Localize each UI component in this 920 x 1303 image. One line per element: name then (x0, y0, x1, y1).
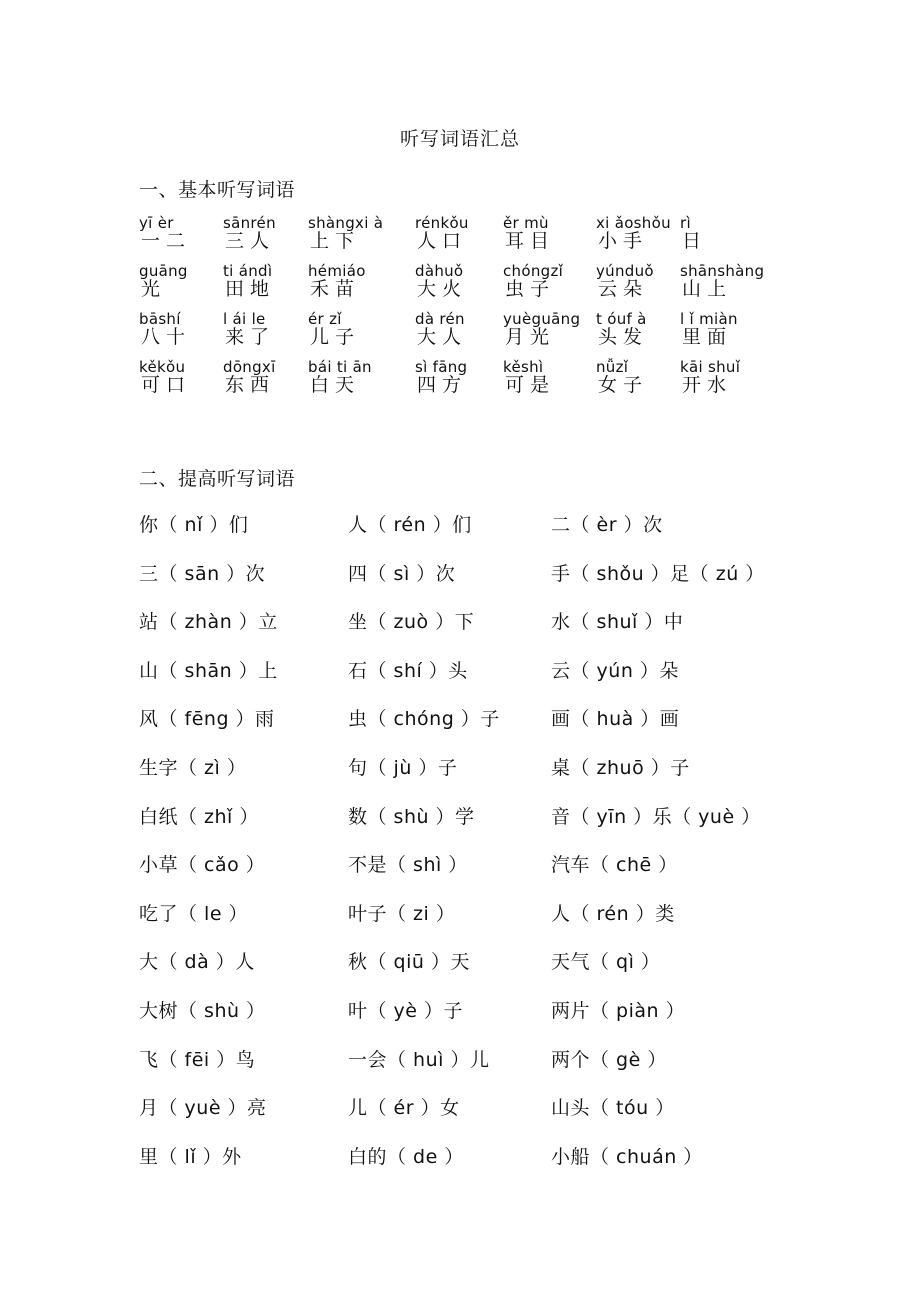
fill-in-item: 石（ shí ）头 (348, 659, 468, 682)
fill-in-row (139, 1093, 799, 1142)
hanzi-text: 耳目 (505, 230, 556, 252)
fill-in-item: 站（ zhàn ）立 (139, 611, 278, 634)
hanzi-text: 来了 (225, 326, 276, 348)
fill-in-row (139, 899, 799, 948)
hanzi-text: 八十 (141, 326, 192, 348)
hanzi-text: 头发 (598, 326, 649, 348)
fill-in-item: 白纸（ zhǐ ） (139, 805, 259, 828)
fill-in-item: 坐（ zuò ）下 (348, 611, 475, 634)
pinyin-text: ti ándì (223, 262, 273, 280)
word-entry (503, 215, 603, 252)
pinyin-text: hémiáo (308, 262, 366, 280)
pinyin-text: l ǐ miàn (680, 310, 738, 328)
pinyin-text: t óuf à (596, 310, 647, 328)
fill-in-item: 山（ shān ）上 (139, 659, 278, 682)
hanzi-text: 里面 (682, 326, 733, 348)
pinyin-text: guāng (139, 262, 188, 280)
hanzi-text: 儿子 (310, 326, 361, 348)
fill-in-item: 桌（ zhuō ）子 (551, 756, 690, 779)
word-entry (680, 359, 780, 396)
fill-in-row (139, 1045, 799, 1094)
pinyin-text: dàhuǒ (415, 262, 464, 280)
hanzi-text: 大人 (417, 326, 468, 348)
fill-in-row (139, 656, 799, 705)
fill-in-item: 不是（ shì ） (348, 854, 468, 877)
pinyin-text: kěkǒu (139, 358, 186, 376)
fill-in-row (139, 996, 799, 1045)
fill-in-item: 里（ lǐ ）外 (139, 1145, 242, 1168)
fill-in-item: 山头（ tóu ） (551, 1097, 675, 1120)
fill-in-item: 秋（ qiū ）天 (348, 951, 470, 974)
pinyin-text: yī èr (139, 214, 174, 232)
pinyin-text: nǚzǐ (596, 358, 629, 376)
word-row (139, 311, 799, 359)
hanzi-text: 可是 (505, 374, 556, 396)
fill-in-item: 虫（ chóng ）子 (348, 708, 500, 731)
pinyin-text: yuèguāng (503, 310, 581, 328)
fill-in-item: 飞（ fēi ）鸟 (139, 1048, 256, 1071)
fill-in-item: 一会（ huì ）儿 (348, 1048, 490, 1071)
hanzi-text: 云朵 (598, 278, 649, 300)
fill-in-item: 吃了（ le ） (139, 902, 249, 925)
fill-in-item: 叶（ yè ）子 (348, 999, 464, 1022)
pinyin-text: dà rén (415, 310, 465, 328)
fill-in-item: 数（ shù ）学 (348, 805, 475, 828)
hanzi-text: 月光 (505, 326, 556, 348)
fill-in-item: 水（ shuǐ ）中 (551, 611, 684, 634)
basic-word-grid (139, 215, 799, 407)
pinyin-text: ér zǐ (308, 310, 342, 328)
fill-in-row (139, 753, 799, 802)
section-heading-advanced: 二、提高听写词语 (139, 468, 296, 490)
fill-in-item: 汽车（ chē ） (551, 854, 678, 877)
word-entry (503, 263, 603, 300)
fill-in-item: 三（ sān ）次 (139, 562, 266, 585)
hanzi-text: 田地 (225, 278, 276, 300)
pinyin-text: rì (680, 214, 691, 232)
pinyin-text: dōngxī (223, 358, 276, 376)
fill-in-item: 白的（ de ） (348, 1145, 464, 1168)
word-row (139, 263, 799, 311)
fill-in-item: 两个（ gè ） (551, 1048, 667, 1071)
hanzi-text: 可口 (141, 374, 192, 396)
fill-in-row (139, 947, 799, 996)
pinyin-text: xi ǎoshǒu (596, 214, 671, 232)
hanzi-text: 白天 (310, 374, 361, 396)
section-heading-basic: 一、基本听写词语 (139, 179, 296, 201)
pinyin-text: yúnduǒ (596, 262, 654, 280)
word-entry (308, 263, 408, 300)
pinyin-text: ěr mù (503, 214, 549, 232)
word-entry (680, 263, 780, 300)
fill-in-item: 月（ yuè ）亮 (139, 1097, 267, 1120)
fill-in-item: 风（ fēng ）雨 (139, 708, 275, 731)
fill-in-list (139, 510, 799, 1190)
fill-in-item: 四（ sì ）次 (348, 562, 456, 585)
fill-in-row (139, 850, 799, 899)
word-entry (308, 311, 408, 348)
word-entry (415, 215, 515, 252)
fill-in-row (139, 559, 799, 608)
pinyin-text: kěshì (503, 358, 544, 376)
fill-in-item: 句（ jù ）子 (348, 756, 458, 779)
fill-in-item: 二（ èr ）次 (551, 514, 663, 536)
fill-in-item: 儿（ ér ）女 (348, 1097, 460, 1120)
hanzi-text: 山上 (682, 278, 733, 300)
word-row (139, 359, 799, 407)
hanzi-text: 光 (141, 278, 167, 300)
pinyin-text: sānrén (223, 214, 276, 232)
hanzi-text: 人口 (417, 230, 468, 252)
hanzi-text: 开水 (682, 374, 733, 396)
hanzi-text: 一二 (141, 230, 192, 252)
fill-in-item: 你（ nǐ ）们 (139, 514, 249, 536)
fill-in-row (139, 704, 799, 753)
pinyin-text: kāi shuǐ (680, 358, 741, 376)
pinyin-text: bái ti ān (308, 358, 372, 376)
fill-in-item: 小船（ chuán ） (551, 1145, 703, 1168)
word-entry (308, 215, 408, 252)
hanzi-text: 上下 (310, 230, 361, 252)
hanzi-text: 东西 (225, 374, 276, 396)
hanzi-text: 三人 (225, 230, 276, 252)
hanzi-text: 女子 (598, 374, 649, 396)
fill-in-row (139, 1142, 799, 1191)
fill-in-item: 音（ yīn ）乐（ yuè ） (551, 805, 761, 828)
fill-in-item: 大树（ shù ） (139, 999, 266, 1022)
pinyin-text: rénkǒu (415, 214, 469, 232)
fill-in-item: 生字（ zì ） (139, 756, 247, 779)
fill-in-item: 手（ shǒu ）足（ zú ） (551, 562, 765, 585)
fill-in-item: 叶子（ zi ） (348, 902, 456, 925)
pinyin-text: shàngxi à (308, 214, 384, 232)
word-entry (680, 311, 780, 348)
word-entry (503, 311, 603, 348)
hanzi-text: 虫子 (505, 278, 556, 300)
word-entry (308, 359, 408, 396)
fill-in-row (139, 802, 799, 851)
fill-in-item: 大（ dà ）人 (139, 951, 255, 974)
word-entry (415, 359, 515, 396)
fill-in-item: 云（ yún ）朵 (551, 659, 679, 682)
hanzi-text: 大火 (417, 278, 468, 300)
pinyin-text: sì fāng (415, 358, 468, 376)
fill-in-item: 两片（ piàn ） (551, 999, 686, 1022)
fill-in-item: 人（ rén ）们 (348, 514, 472, 536)
fill-in-item: 小草（ cǎo ） (139, 854, 266, 877)
fill-in-row (139, 510, 799, 559)
pinyin-text: chóngzǐ (503, 262, 564, 280)
hanzi-text: 禾苗 (310, 278, 361, 300)
word-row (139, 215, 799, 263)
fill-in-row (139, 607, 799, 656)
word-entry (680, 215, 780, 252)
page-title: 听写词语汇总 (399, 128, 520, 150)
pinyin-text: shānshàng (680, 262, 765, 280)
word-entry (503, 359, 603, 396)
word-entry (415, 311, 515, 348)
fill-in-item: 天气（ qì ） (551, 951, 661, 974)
hanzi-text: 四方 (417, 374, 468, 396)
hanzi-text: 日 (682, 230, 708, 252)
hanzi-text: 小手 (598, 230, 649, 252)
fill-in-item: 画（ huà ）画 (551, 708, 680, 731)
fill-in-item: 人（ rén ）类 (551, 902, 675, 925)
word-entry (415, 263, 515, 300)
pinyin-text: bāshí (139, 310, 181, 328)
pinyin-text: l ái le (223, 310, 266, 328)
